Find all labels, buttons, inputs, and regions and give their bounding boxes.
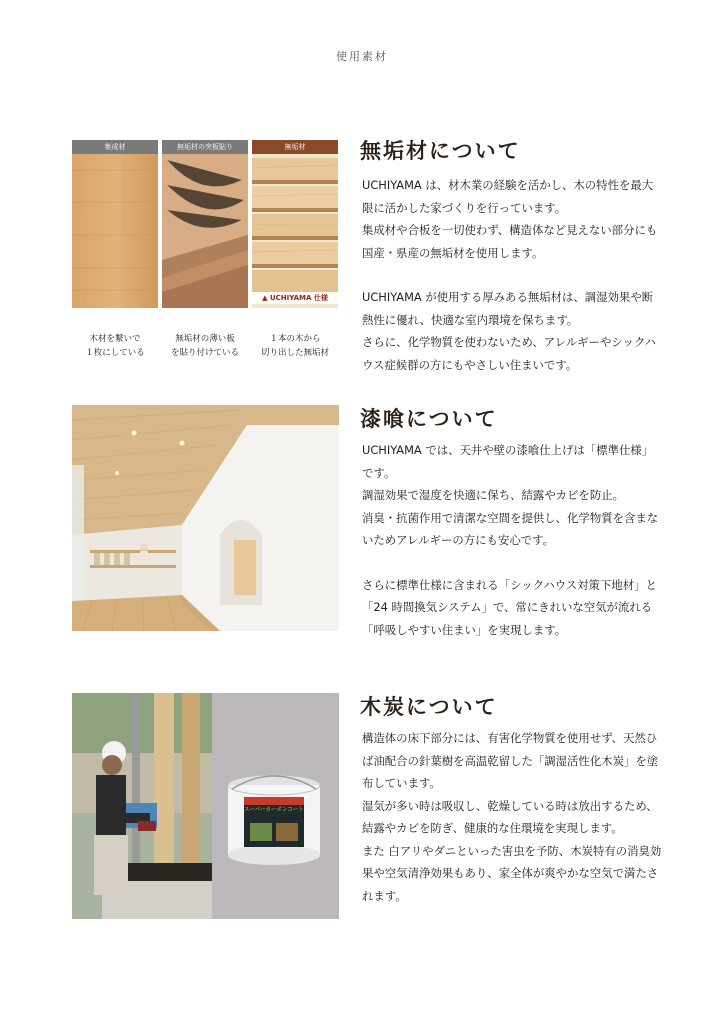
wood-tag: 無垢材: [252, 140, 338, 154]
charcoal-photo: [72, 693, 339, 919]
wood-tag: 集成材: [72, 140, 158, 154]
section-body: UCHIYAMA は、材木業の経験を活かし、木の特性を最大限に活かした家づくりを行っています。 集成材や合板を一切使わず、構造体など見えない部分にも国産・県産の無垢材を使用します。 UCHIYAMA が使用する厚みある無垢材は、調湿効果や断熱性に優れ、快適な室内環境を保ちます。 さらに、化学物質を使わないため、アレルギーやシックハウス症候群の方にもやさしい住まいです。: [362, 178, 658, 372]
wood-caption: 木材を繋いで １枚にしている: [85, 334, 145, 358]
laminated-wood-image: [72, 140, 158, 308]
wood-tag: 無垢材の突板貼り: [162, 140, 248, 154]
product-label: スーパーカーボンコート: [244, 807, 304, 813]
section-body: 構造体の床下部分には、有害化学物質を使用せず、天然ひば油配合の針葉樹を高温乾留した「調湿活性化木炭」を塗布しています。 湿気が多い時は吸収し、乾燥している時は放出するため、結露やカビを防ぎ、健康的な住環境を実現します。 また 白アリやダニといった害虫を予防、木炭特有の消臭効果や空気清浄効果もあり、家全体が爽やかな空気で満たされます。: [362, 731, 662, 903]
mokutan-section: [72, 693, 662, 933]
shikkui-section: [72, 405, 662, 635]
section-title: 無垢材について: [360, 138, 521, 163]
page-title: 使用素材: [336, 50, 388, 63]
wood-caption: 無垢材の薄い板 を貼り付けている: [170, 334, 239, 358]
uchiyama-spec-label: ▲ UCHIYAMA 仕様: [252, 292, 338, 304]
muku-section: [72, 140, 662, 370]
solid-wood-image: [252, 140, 338, 308]
room-photo: [72, 405, 339, 631]
section-body: UCHIYAMA では、天井や壁の漆喰仕上げは「標準仕様」です。 調湿効果で湿度を快適に保ち、結露やカビを防止。 消臭・抗菌作用で清潔な空間を提供し、化学物質を含まないためアレルギーの方にも安心です。 さらに標準仕様に含まれる「シックハウス対策下地材」と「24 時間換気システム」で、常にきれいな空気が流れる「呼吸しやすい住まい」を実現します。: [362, 443, 659, 637]
section-title: 漆喰について: [360, 406, 498, 431]
wood-caption: １本の木から 切り出した無垢材: [260, 334, 329, 358]
section-title: 木炭について: [360, 694, 498, 719]
veneer-wood-image: [162, 140, 248, 308]
